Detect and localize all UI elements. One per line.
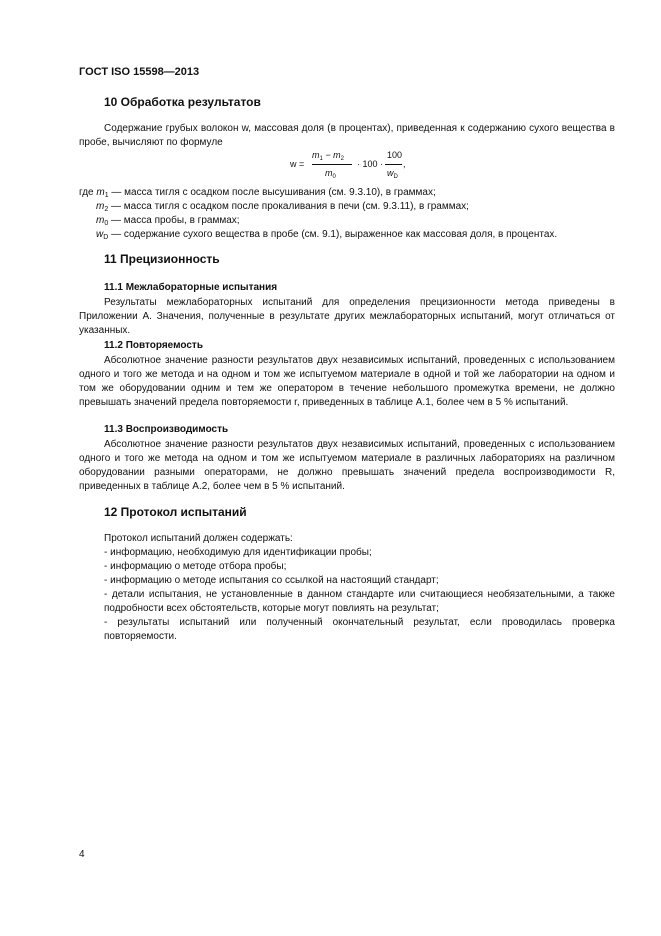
- protocol-item: Протокол испытаний должен содержать:: [104, 533, 293, 544]
- subsection-11-3-text: Абсолютное значение разности результатов двух независимых испытаний, проведенных с использованием одного и того же метода на одном и том же испытуемом материале в различных лабораториях на различном оборудовании разными операторами, не должно превышать значений предела воспроизводимости R, приведенных в таблице А.2, более чем в 5 % испытаний.: [79, 439, 615, 492]
- section-12-title: 12 Протокол испытаний: [104, 505, 247, 519]
- protocol-item: - информацию о методе испытания со ссылкой на настоящий стандарт;: [104, 575, 439, 586]
- definition-wd: $w_D$ — содержание сухого вещества в пробе (см. 9.1), выраженное как массовая доля, в процентах.: [96, 229, 558, 241]
- protocol-item: - информацию, необходимую для идентификации пробы;: [104, 547, 372, 558]
- definition-m2: $m_2$ — масса тигля с осадком после прокаливания в печи (см. 9.3.11), в граммах;: [96, 201, 469, 213]
- document-header: ГОСТ ISO 15598—2013: [79, 66, 200, 78]
- formula-end: ,: [403, 159, 406, 169]
- subsection-11-3-title: 11.3 Воспроизводимость: [104, 424, 229, 435]
- formula-denominator: $m_0$: [325, 168, 336, 180]
- protocol-item: - детали испытания, не установленные в данном стандарте или считающиеся необязательными, а также подробности всех обстоятельств, которые могут повлиять на результат;: [104, 589, 615, 614]
- section-10-title: 10 Обработка результатов: [104, 95, 261, 109]
- formula-multiplier: · 100 ·: [357, 159, 384, 169]
- fraction-line-2: [385, 164, 402, 165]
- formula-denominator-2: $w_D$: [387, 168, 398, 180]
- formula-numerator-2: 100: [387, 150, 403, 160]
- section-11-title: 11 Прецизионность: [104, 252, 220, 266]
- section-10-intro: Содержание грубых волокон w, массовая доля (в процентах), приведенная к содержанию сухого вещества в пробе, вычисляют по формуле: [79, 123, 615, 148]
- formula-lhs: w =: [290, 159, 305, 169]
- formula-numerator: $m_1 - m_2$: [312, 150, 344, 162]
- formula: [290, 150, 450, 184]
- protocol-item: - информацию о методе отбора пробы;: [104, 561, 287, 572]
- page-number: 4: [79, 849, 85, 860]
- definition-m1: где $m_1$ — масса тигля с осадком после высушивания (см. 9.3.10), в граммах;: [79, 187, 436, 199]
- subsection-11-2-text: Абсолютное значение разности результатов двух независимых испытаний, проведенных с использованием одного и того же метода и на одном и том же испытуемом материале в одной и той же лаборатории на одном и том же оборудовании одним и тем же оператором в течение небольшого промежутка времени, не должно превышать значений предела повторяемости r, приведенных в таблице А.1, более чем в 5 % испытаний.: [79, 355, 615, 408]
- subsection-11-2-title: 11.2 Повторяемость: [104, 340, 203, 351]
- protocol-item: - результаты испытаний или полученный окончательный результат, если проводилась проверка повторяемости.: [104, 617, 615, 642]
- subsection-11-1-title: 11.1 Межлабораторные испытания: [104, 282, 278, 293]
- definitions-list: [79, 186, 619, 242]
- fraction-line: [312, 164, 352, 165]
- protocol-list: [104, 532, 615, 644]
- definition-m0: $m_0$ — масса пробы, в граммах;: [96, 215, 240, 227]
- subsection-11-1-text: Результаты межлабораторных испытаний для определения прецизионности метода приведены в Приложении А. Значения, полученные в результате других межлабораторных испытаний, могут отличаться от указанных.: [79, 297, 615, 336]
